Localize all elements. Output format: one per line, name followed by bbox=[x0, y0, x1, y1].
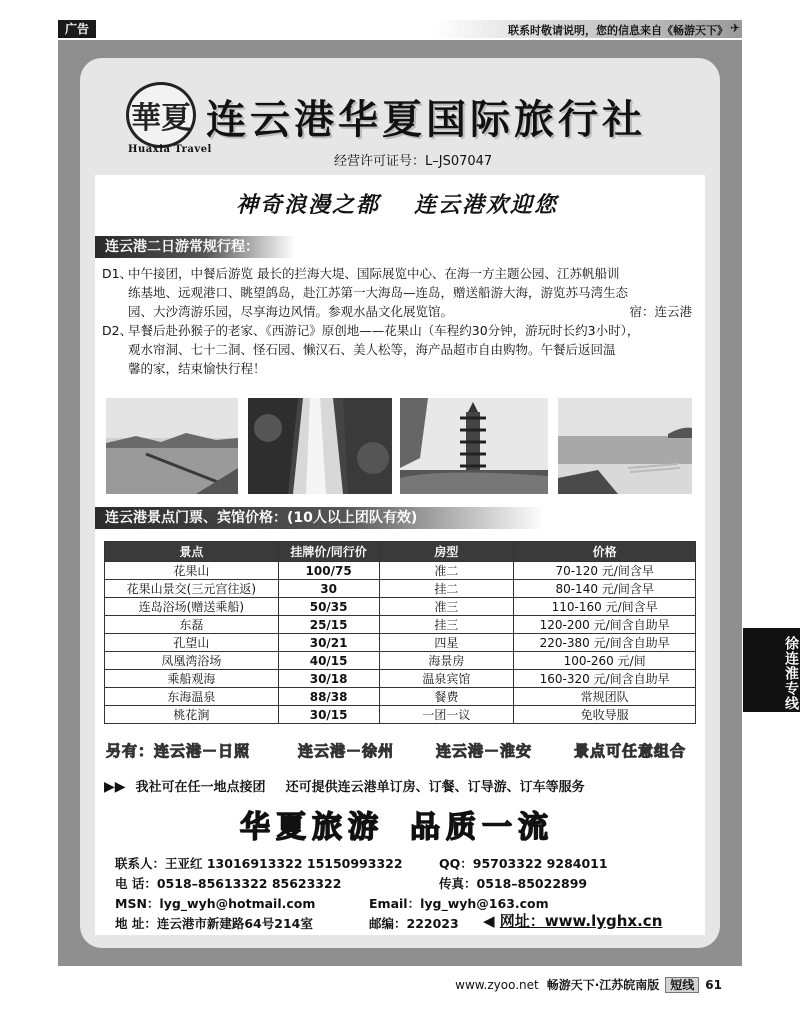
service-booking: 还可提供连云港单订房、订餐、订导游、订车等服务 bbox=[285, 780, 585, 795]
room-type-cell: 准二 bbox=[379, 562, 514, 580]
room-type-cell: 一团一议 bbox=[379, 706, 514, 724]
room-price-cell: 70-120 元/间含早 bbox=[514, 562, 696, 580]
ticket-price-cell: 40/15 bbox=[278, 652, 379, 670]
col-header: 价格 bbox=[514, 542, 696, 562]
photo-waterfall bbox=[248, 398, 392, 494]
room-price-cell: 120-200 元/间含自助早 bbox=[514, 616, 696, 634]
contact-qq: QQ：95703322 9284011 bbox=[439, 856, 608, 871]
room-price-cell: 80-140 元/间含早 bbox=[514, 580, 696, 598]
table-row bbox=[105, 598, 696, 616]
footer-url[interactable]: www.zyoo.net bbox=[455, 978, 539, 992]
room-price-cell: 常规团队 bbox=[514, 688, 696, 706]
table-row bbox=[105, 670, 696, 688]
ticket-price-cell: 30 bbox=[278, 580, 379, 598]
table-row bbox=[105, 616, 696, 634]
top-notice: 联系时敬请说明，您的信息来自《畅游天下》 bbox=[508, 24, 728, 37]
attraction-cell: 花果山 bbox=[105, 562, 279, 580]
also-route: 另有：连云港－日照 bbox=[106, 742, 251, 760]
day2-line: 早餐后赴孙猴子的老家、《西游记》原创地——花果山（车程约30分钟，游玩时长约3小时）， bbox=[128, 323, 640, 338]
big-slogan-left: 华夏旅游 bbox=[240, 810, 384, 845]
footer-magazine: 畅游天下·江苏皖南版 bbox=[546, 978, 660, 992]
room-price-cell: 160-320 元/间含自助早 bbox=[514, 670, 696, 688]
big-slogan-right: 品质一流 bbox=[410, 810, 554, 845]
contact-email[interactable]: Email：lyg_wyh@163.com bbox=[369, 896, 549, 911]
room-type-cell: 餐费 bbox=[379, 688, 514, 706]
ticket-price-cell: 30/18 bbox=[278, 670, 379, 688]
side-section-tab: 徐连淮专线 bbox=[743, 628, 800, 712]
day2-line: 馨的家，结束愉快行程！ bbox=[128, 361, 266, 376]
table-row bbox=[105, 652, 696, 670]
also-route: 连云港－淮安 bbox=[436, 742, 533, 760]
prices-title: 连云港景点门票、宾馆价格：(10人以上团队有效) bbox=[95, 507, 545, 529]
table-row bbox=[105, 580, 696, 598]
room-type-cell: 海景房 bbox=[379, 652, 514, 670]
table-row bbox=[105, 634, 696, 652]
double-arrow-icon: ▶▶ bbox=[104, 779, 126, 795]
agency-logo: 華夏 bbox=[126, 82, 196, 148]
room-type-cell: 挂三 bbox=[379, 616, 514, 634]
ad-label: 广告 bbox=[58, 20, 96, 38]
attraction-cell: 桃花涧 bbox=[105, 706, 279, 724]
footer-section: 短线 bbox=[665, 977, 699, 993]
room-price-cell: 免收导服 bbox=[514, 706, 696, 724]
website-link[interactable]: 网址：www.lyghx.cn bbox=[499, 912, 663, 930]
contact-msn[interactable]: MSN：lyg_wyh@hotmail.com bbox=[115, 896, 316, 911]
agency-logo-en: Huaxia Travel bbox=[128, 144, 212, 155]
slogan bbox=[236, 188, 592, 219]
photo-sea-dike bbox=[106, 398, 238, 494]
ticket-price-cell: 88/38 bbox=[278, 688, 379, 706]
ticket-price-cell: 25/15 bbox=[278, 616, 379, 634]
contact-postcode: 邮编：222023 bbox=[369, 916, 459, 931]
contact-block bbox=[95, 848, 705, 934]
page-number: 61 bbox=[705, 978, 722, 992]
day2-line: 观水帘洞、七十二洞、怪石园、懒汉石、美人松等，海产品超市自由购物。午餐后返回温 bbox=[128, 342, 616, 357]
contact-fax: 传真：0518–85022899 bbox=[439, 876, 588, 891]
itinerary-text bbox=[102, 264, 702, 378]
attraction-cell: 连岛浴场(赠送乘船) bbox=[105, 598, 279, 616]
contact-tel: 电 话：0518–85613322 85623322 bbox=[115, 876, 342, 891]
photo-beach bbox=[558, 398, 692, 494]
attraction-cell: 凤凰湾浴场 bbox=[105, 652, 279, 670]
ticket-price-cell: 30/15 bbox=[278, 706, 379, 724]
attraction-cell: 孔望山 bbox=[105, 634, 279, 652]
room-price-cell: 100-260 元/间 bbox=[514, 652, 696, 670]
agency-title: 连云港华夏国际旅行社 bbox=[206, 97, 646, 143]
contact-person: 联系人：王亚红 13016913322 15150993322 bbox=[115, 856, 403, 871]
itinerary-title: 连云港二日游常规行程： bbox=[95, 236, 295, 258]
table-row bbox=[105, 562, 696, 580]
slogan-left: 神奇浪漫之都 bbox=[236, 193, 381, 218]
price-table bbox=[104, 541, 696, 724]
contact-address: 地 址：连云港市新建路64号214室 bbox=[115, 916, 313, 931]
website[interactable] bbox=[483, 910, 662, 931]
table-row bbox=[105, 688, 696, 706]
attraction-cell: 花果山景交(三元宫往返) bbox=[105, 580, 279, 598]
ticket-price-cell: 100/75 bbox=[278, 562, 379, 580]
day1-line: 园、大沙湾游乐园，尽享海边风情。参观水晶文化展览馆。 bbox=[128, 304, 454, 319]
col-header: 房型 bbox=[379, 542, 514, 562]
ticket-price-cell: 50/35 bbox=[278, 598, 379, 616]
also-route: 景点可任意组合 bbox=[574, 742, 687, 760]
big-slogan bbox=[240, 802, 580, 846]
magazine-logo-icon: ✈ bbox=[729, 21, 741, 35]
room-type-cell: 准三 bbox=[379, 598, 514, 616]
day1-line: 中午接团，中餐后游览 最长的拦海大堤、国际展览中心、在海一方主题公园、江苏帆船训 bbox=[128, 266, 620, 281]
day1-line: 练基地、远观港口、眺望鸽岛，赴江苏第一大海岛—连岛，赠送船游大海，游览苏马湾生态 bbox=[128, 285, 629, 300]
ticket-price-cell: 30/21 bbox=[278, 634, 379, 652]
col-header: 挂牌价/同行价 bbox=[278, 542, 379, 562]
license-number: 经营许可证号：L–JS07047 bbox=[334, 154, 493, 169]
day1-label: D1、 bbox=[102, 266, 133, 281]
room-type-cell: 四星 bbox=[379, 634, 514, 652]
attraction-cell: 东海温泉 bbox=[105, 688, 279, 706]
photo-pagoda bbox=[400, 398, 548, 494]
table-header-row bbox=[105, 542, 696, 562]
room-type-cell: 挂二 bbox=[379, 580, 514, 598]
service-line bbox=[104, 776, 585, 795]
attraction-cell: 乘船观海 bbox=[105, 670, 279, 688]
attraction-cell: 东磊 bbox=[105, 616, 279, 634]
page-footer bbox=[455, 976, 722, 993]
day2-label: D2、 bbox=[102, 323, 133, 338]
table-row bbox=[105, 706, 696, 724]
also-route: 连云港－徐州 bbox=[298, 742, 395, 760]
room-price-cell: 110-160 元/间含早 bbox=[514, 598, 696, 616]
service-pickup: 我社可在任一地点接团 bbox=[135, 780, 266, 795]
col-header: 景点 bbox=[105, 542, 279, 562]
room-price-cell: 220-380 元/间含自助早 bbox=[514, 634, 696, 652]
room-type-cell: 温泉宾馆 bbox=[379, 670, 514, 688]
speaker-icon: ◀ bbox=[483, 912, 495, 930]
slogan-right: 连云港欢迎您 bbox=[414, 193, 559, 218]
day1-stay: 宿：连云港 bbox=[629, 304, 692, 319]
